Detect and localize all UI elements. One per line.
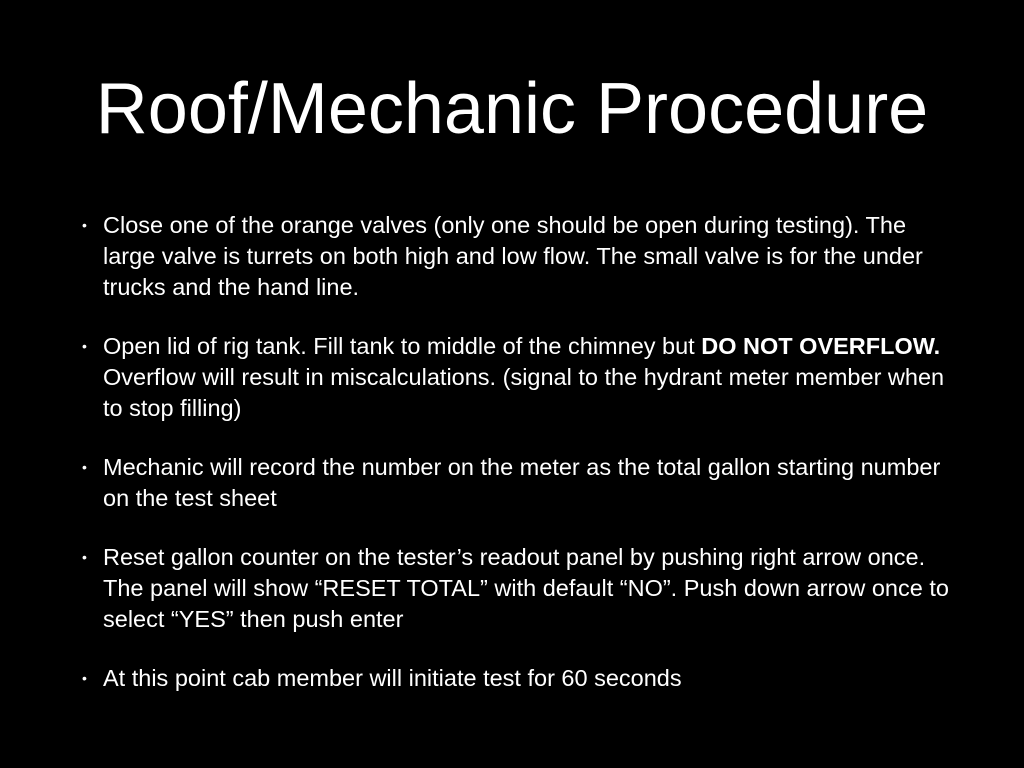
slide-title: Roof/Mechanic Procedure [95, 69, 929, 149]
bullet-item [78, 452, 958, 514]
bullet-bold-warning: DO NOT OVERFLOW. [701, 333, 941, 359]
bullet-list [78, 210, 958, 722]
bullet-text: Mechanic will record the number on the meter as the total gallon starting number on the test sheet [103, 454, 941, 511]
bullet-dot-icon: • [82, 670, 87, 686]
bullet-text-continued: Overflow will result in miscalculations. (signal to the hydrant meter member when to stop filling) [103, 364, 945, 421]
bullet-text: At this point cab member will initiate test for 60 seconds [103, 665, 682, 691]
bullet-text: Open lid of rig tank. Fill tank to middle of the chimney but [103, 333, 702, 359]
bullet-dot-icon: • [82, 217, 87, 233]
bullet-dot-icon: • [82, 459, 87, 475]
bullet-item [78, 663, 958, 694]
bullet-dot-icon: • [82, 338, 87, 354]
bullet-item [78, 210, 958, 303]
bullet-text: Reset gallon counter on the tester’s readout panel by pushing right arrow once. The panel will show “RESET TOTAL” with default “NO”. Push down arrow once to select “YES” then push enter [103, 544, 949, 632]
bullet-item [78, 542, 958, 635]
bullet-item [78, 331, 958, 424]
bullet-text: Close one of the orange valves (only one should be open during testing). The large valve is turrets on both high and low flow. The small valve is for the under trucks and the hand line. [103, 212, 923, 300]
bullet-dot-icon: • [82, 549, 87, 565]
